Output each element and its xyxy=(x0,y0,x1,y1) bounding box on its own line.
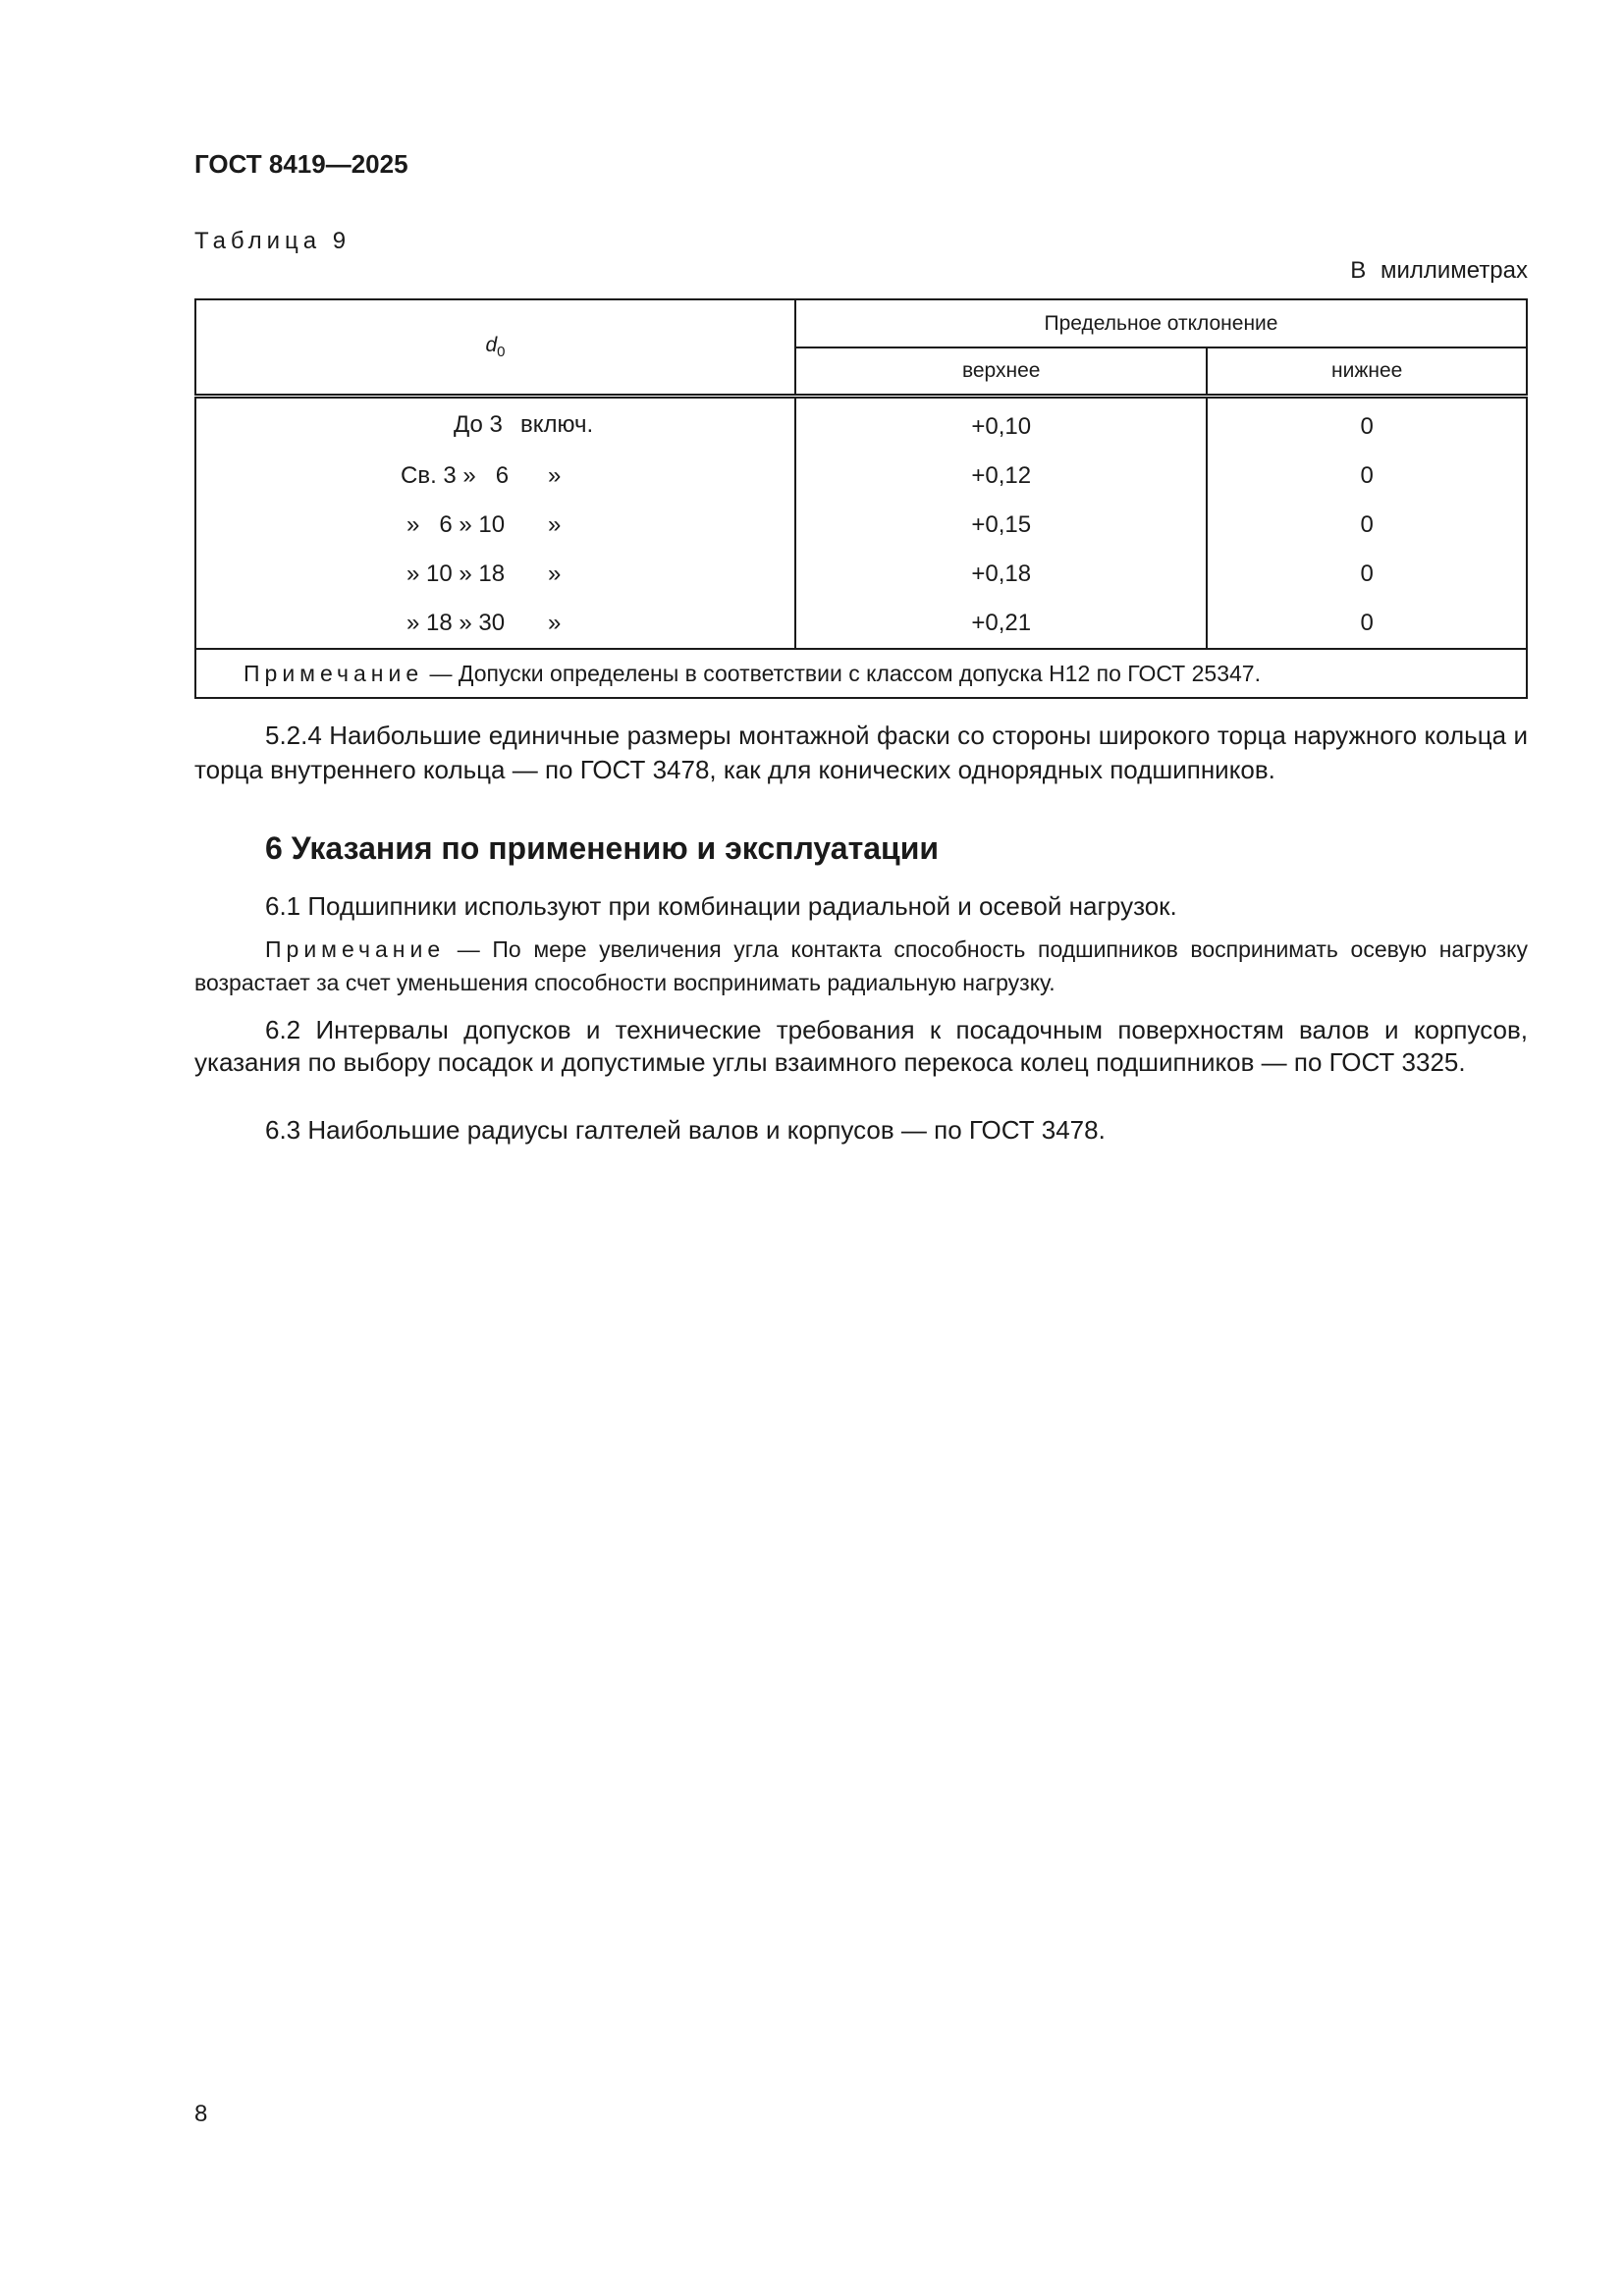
table-note-row xyxy=(195,649,1527,698)
cell-d0 xyxy=(195,550,795,599)
tolerance-table xyxy=(194,298,1528,699)
section-6-heading: 6 Указания по применению и эксплуатации xyxy=(265,830,940,866)
note-6-1 xyxy=(194,933,1528,999)
cell-upper: +0,10 xyxy=(795,397,1207,453)
table-note-label: Примечание xyxy=(244,660,424,686)
paragraph-6-1: 6.1 Подшипники используют при комбинации радиальной и осевой нагрузок. xyxy=(265,891,1177,921)
paragraph-5-2-4: 5.2.4 Наибольшие единичные размеры монтажной фаски со стороны широкого торца наружного кольца и торца внутреннего кольца — по ГОСТ 3478, как для конических однорядных подшипников. xyxy=(194,721,1528,784)
cell-d0-suffix: » xyxy=(548,511,562,538)
table-header-row xyxy=(195,299,1527,347)
header-d0-subscript: 0 xyxy=(497,344,506,361)
cell-d0 xyxy=(195,501,795,550)
paragraph-6-3: 6.3 Наибольшие радиусы галтелей валов и корпусов — по ГОСТ 3478. xyxy=(265,1115,1106,1145)
note-text: — По мере увеличения угла контакта способность подшипников воспринимать осевую нагрузку возрастает за счет уменьшения способности воспринимать радиальную нагрузку. xyxy=(194,936,1528,995)
table-row xyxy=(195,501,1527,550)
table-units: В миллиметрах xyxy=(1350,257,1528,284)
page-number: 8 xyxy=(194,2101,208,2127)
cell-lower: 0 xyxy=(1207,599,1527,649)
cell-lower: 0 xyxy=(1207,550,1527,599)
table-note xyxy=(195,649,1527,698)
table-row xyxy=(195,599,1527,649)
table-row xyxy=(195,452,1527,501)
header-lower: нижнее xyxy=(1207,347,1527,397)
header-d0-symbol: d xyxy=(485,333,498,356)
cell-upper: +0,15 xyxy=(795,501,1207,550)
cell-d0-range: » 6 » 10 xyxy=(406,511,506,538)
cell-d0-suffix: » xyxy=(548,561,562,587)
cell-upper: +0,12 xyxy=(795,452,1207,501)
cell-d0-range: До 3 xyxy=(454,411,503,438)
table-caption: Таблица 9 xyxy=(194,228,352,254)
document-code: ГОСТ 8419—2025 xyxy=(194,149,408,179)
cell-upper: +0,21 xyxy=(795,599,1207,649)
table-note-text: — Допуски определены в соответствии с классом допуска H12 по ГОСТ 25347. xyxy=(423,660,1261,686)
cell-d0 xyxy=(195,599,795,649)
cell-d0-range: » 18 » 30 xyxy=(406,610,506,636)
table-row xyxy=(195,397,1527,453)
cell-lower: 0 xyxy=(1207,397,1527,453)
cell-lower: 0 xyxy=(1207,501,1527,550)
cell-d0-range: » 10 » 18 xyxy=(406,561,506,587)
cell-d0-suffix: » xyxy=(548,610,562,636)
cell-lower: 0 xyxy=(1207,452,1527,501)
cell-d0 xyxy=(195,452,795,501)
header-deviation: Предельное отклонение xyxy=(795,299,1527,347)
paragraph-6-2: 6.2 Интервалы допусков и технические требования к посадочным поверхностям валов и корпусов, указания по выбору посадок и допустимые углы взаимного перекоса колец подшипников — по ГОСТ 3325. xyxy=(194,1015,1528,1077)
cell-d0-suffix: включ. xyxy=(520,411,594,438)
cell-d0 xyxy=(195,397,795,453)
cell-d0-range: Св. 3 » 6 xyxy=(401,462,510,489)
note-label: Примечание xyxy=(265,936,446,962)
header-d0 xyxy=(195,299,795,397)
cell-d0-suffix: » xyxy=(548,462,562,489)
cell-upper: +0,18 xyxy=(795,550,1207,599)
header-upper: верхнее xyxy=(795,347,1207,397)
table-row xyxy=(195,550,1527,599)
